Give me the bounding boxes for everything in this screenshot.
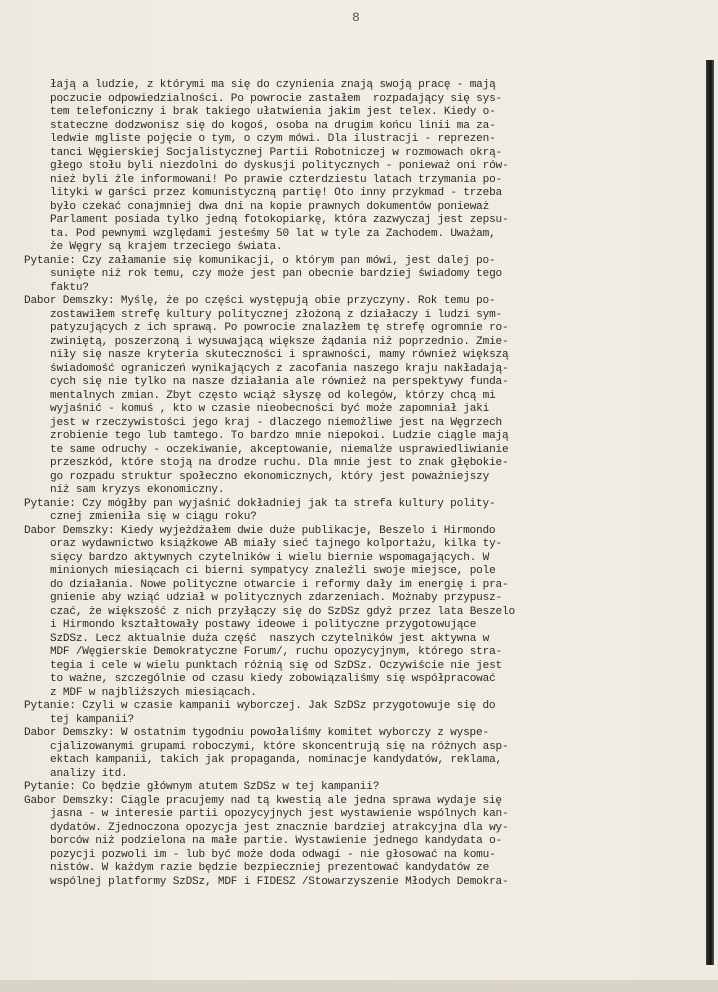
text-line: to ważne, szczególnie od czasu kiedy zobowiązaliśmy się współpracować [50,673,496,685]
text-line: faktu? [50,281,89,294]
text-line: tem telefoniczny i brak takiego ułatwienia jakim jest telex. Kiedy o- [50,106,496,118]
text-line: te same odruchy - oczekiwanie, akceptowanie, niemalże usprawiedliwianie [50,443,509,456]
paragraph [24,700,684,727]
text-line: Parlament posiada tylko jedną fotokopiarkę, która zazwyczaj jest zepsu- [50,214,509,226]
text-line: dydatów. Zjednoczona opozycja jest znacznie bardziej atrakcyjna dla wy- [50,821,509,834]
text-line: Pytanie: Czy załamanie się komunikacji, o którym pan mówi, jest dalej po- [24,254,496,267]
text-line: Dabor Demszky: W ostatnim tygodniu powołaliśmy komitet wyborczy z wyspe- [24,727,489,739]
paragraph [24,498,684,525]
text-line: wyjaśnić - komuś , kto w czasie nieobecności być może zapomniał jaki [50,403,490,415]
text-line: było czekać conajmniej dwa dni na kopie prawnych dokumentów ponieważ [50,200,490,213]
paragraph [24,79,684,255]
paragraph [24,727,684,781]
text-line: głego stołu byli niezdolni do dyskusji politycznych - ponieważ oni rów- [50,160,509,172]
paragraph [24,255,684,296]
text-line: jasna - w interesie partii opozycyjnych jest wystawienie wspólnych kan- [50,808,509,820]
text-line: zostawiłem strefę kultury politycznej złożoną z działaczy i ludzi sym- [50,308,503,321]
text-line: niły się nasze kryteria skuteczności i sprawności, mamy również większą [50,349,509,361]
text-line: wspólnej platformy SzDSz, MDF i FIDESZ /Stowarzyszenie Młodych Demokra- [50,875,509,888]
text-line: czać, że większość z nich przyłączy się do SzDSz gdyż przez lata Beszelo [50,605,515,618]
text-line: pozycji pozwoli im - lub być może doda odwagi - nie głosować na komu- [50,848,496,861]
text-line: tegia i cele w wielu punktach różnią się od SzDSz. Oczywiście nie jest [50,659,503,672]
text-line: z MDF w najbliższych miesiącach. [50,686,257,699]
scan-bottom-edge [0,980,718,992]
text-line: nistów. W każdym razie będzie bezpieczniej prezentować kandydatów ze [50,862,490,874]
text-line: łają a ludzie, z którymi ma się do czynienia znają swoją pracę - mają [50,79,496,91]
text-line: stateczne dodzwonisz się do kogoś, osoba na drugim końcu linii ma za- [50,119,496,132]
text-line: sunięte niż rok temu, czy może jest pan obecnie bardziej świadomy tego [50,268,503,280]
text-line: sięcy bardzo aktywnych czytelników i wielu biernie wspomagających. W [50,551,490,564]
text-line: Pytanie: Czyli w czasie kampanii wyborczej. Jak SzDSz przygotowuje się do [24,700,496,712]
text-line: ledwie mgliste pojęcie o tym, o czym mówi. Dla ilustracji - reprezen- [50,133,496,145]
text-line: minionych miesiącach ci bierni sympatycy znaleźli swoje miejsce, pole [50,565,496,577]
text-line: świadomość ograniczeń wynikających z zacofania naszego kraju nakładają- [50,362,509,375]
text-line: poczucie odpowiedzialności. Po powrocie zastałem rozpadający się sys- [50,92,503,105]
text-line: zrobienie tego lub tamtego. To bardzo mnie niepokoi. Ludzie ciągle mają [50,430,509,442]
text-line: tanci Węgierskiej Socjalistycznej Partii Robotniczej w rozmowach okrą- [50,146,503,159]
page-number: 8 [352,10,360,25]
text-line: cjalizowanymi grupami roboczymi, które skoncentrują się na różnych asp- [50,740,509,753]
text-line: cych się nie tylko na nasze działania ale również na perspektywy funda- [50,376,509,388]
text-line: ektach kampanii, takich jak propaganda, nominacje kandydatów, reklama, [50,754,503,766]
interview-text [24,79,684,889]
text-line: oraz wydawnictwo książkowe AB miały sieć tajnego kolportażu, kilka ty- [50,538,503,550]
text-line: SzDSz. Lecz aktualnie duża część naszych czytelników jest aktywna w [50,632,490,645]
paragraph [24,795,684,890]
text-line: zwiniętą, poszerzoną i wysuwającą większe żądania niż poprzednio. Zmie- [50,335,509,348]
text-line: Pytanie: Czy mógłby pan wyjaśnić dokładniej jak ta strefa kultury polity- [24,497,496,510]
text-line: MDF /Węgierskie Demokratyczne Forum/, ruchu opozycyjnym, którego stra- [50,646,503,658]
text-line: jest w rzeczywistości jego kraj - dlaczego niemożliwe jest na Węgrzech [50,416,503,429]
text-line: że Węgry są krajem trzeciego świata. [50,241,283,253]
text-line: nież byli źle informowani! Po prawie czterdziestu latach trzymania po- [50,173,503,186]
text-line: niż sam kryzys ekonomiczny. [50,484,225,496]
scan-edge-shadow [706,60,714,965]
text-line: gnienie aby wziąć udział w politycznych zdarzeniach. Możnaby przypusz- [50,592,503,604]
text-line: Dabor Demszky: Kiedy wyjeżdżałem dwie duże publikacje, Beszelo i Hirmondo [24,524,496,537]
text-line: do działania. Nowe polityczne otwarcie i reformy dały im energię i pra- [50,578,509,591]
paragraph [24,781,684,795]
text-line: go rozpadu struktur społeczno ekonomicznych, który jest poważniejszy [50,470,490,483]
text-line: borców niż podzielona na małe partie. Wystawienie jednego kandydata o- [50,835,503,847]
text-line: Gabor Demszky: Ciągle pracujemy nad tą kwestią ale jedna sprawa wydaje się [24,794,502,807]
text-line: ta. Pod pewnymi względami jesteśmy 50 lat w tyle za Zachodem. Uważam, [50,227,496,240]
text-line: lityki w garści przez komunistyczną partię! Oto inny przykmad - trzeba [50,187,503,199]
text-line: cznej zmieniła się w ciągu roku? [50,511,257,523]
text-line: tej kampanii? [50,713,134,726]
text-line: i Hirmondo kształtowały postawy ideowe i polityczne przygotowujące [50,619,477,631]
paragraph [24,295,684,498]
text-line: patyzujących z ich sprawą. Po powrocie znalazłem tę strefę ogromnie ro- [50,322,509,334]
text-line: analizy itd. [50,767,128,780]
text-line: mentalnych zmian. Zbyt często wciąż słyszę od kolegów, którzy chcą mi [50,389,496,402]
text-line: Dabor Demszky: Myślę, że po części występują obie przyczyny. Rok temu po- [24,295,496,307]
text-line: przeszkód, które stoją na drodze ruchu. Dla mnie jest to znak głębokie- [50,457,509,469]
paragraph [24,525,684,701]
text-line: Pytanie: Co będzie głównym atutem SzDSz w tej kampanii? [24,781,380,793]
